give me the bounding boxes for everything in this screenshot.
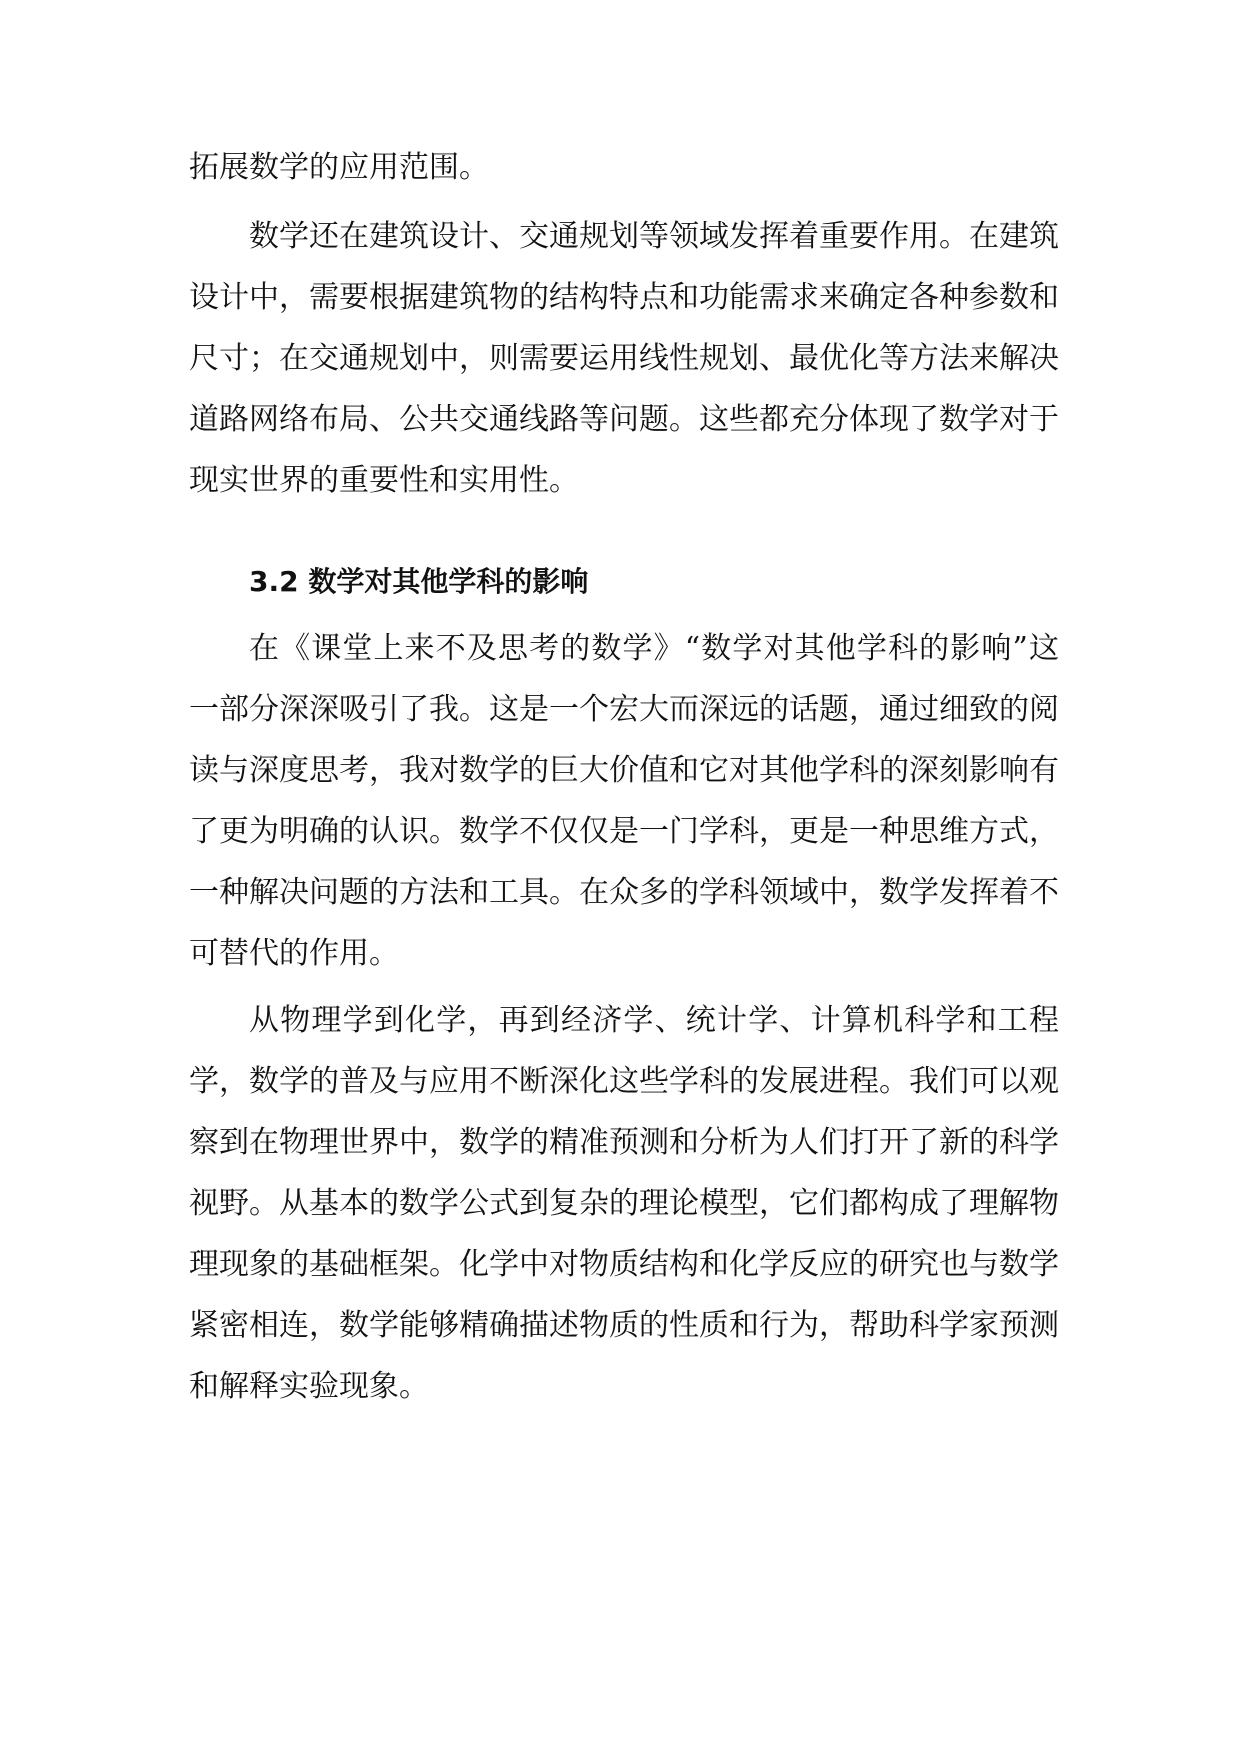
paragraph-physics-chemistry: 从物理学到化学，再到经济学、统计学、计算机科学和工程学，数学的普及与应用不断深化这些学科的发展进程。我们可以观察到在物理世界中，数学的精准预测和分析为人们打开了新的科学视野。从基本的数学公式到复杂的理论模型，它们都构成了理解物理现象的基础框架。化学中对物质结构和化学反应的研究也与数学紧密相连，数学能够精确描述物质的性质和行为，帮助科学家预测和解释实验现象。	[189, 1003, 1059, 1404]
paragraph-continuation: 拓展数学的应用范围。	[189, 150, 489, 185]
paragraph-architecture-traffic: 数学还在建筑设计、交通规划等领域发挥着重要作用。在建筑设计中，需要根据建筑物的结构特点和功能需求来确定各种参数和尺寸；在交通规划中，则需要运用线性规划、最优化等方法来解决道路网络布局、公共交通线路等问题。这些都充分体现了数学对于现实世界的重要性和实用性。	[189, 219, 1059, 498]
document-body	[189, 137, 1059, 1417]
section-heading-3-2: 3.2 数学对其他学科的影响	[249, 565, 589, 598]
paragraph-influence-intro: 在《课堂上来不及思考的数学》“数学对其他学科的影响”这一部分深深吸引了我。这是一个宏大而深远的话题，通过细致的阅读与深度思考，我对数学的巨大价值和它对其他学科的深刻影响有了更为明确的认识。数学不仅仅是一门学科，更是一种思维方式，一种解决问题的方法和工具。在众多的学科领域中，数学发挥着不可替代的作用。	[189, 631, 1059, 971]
